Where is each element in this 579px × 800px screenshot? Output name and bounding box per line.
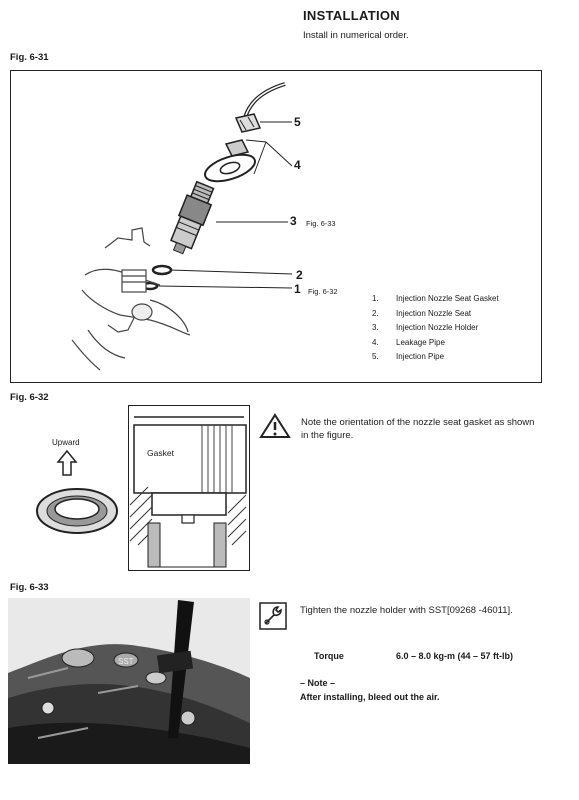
page-subtitle: Install in numerical order.: [303, 30, 409, 41]
legend-text: Injection Pipe: [396, 352, 445, 361]
note-heading: – Note –: [300, 678, 336, 688]
legend-num: 3.: [372, 323, 379, 332]
callout-1: 1: [294, 282, 301, 296]
legend-text: Injection Nozzle Holder: [396, 323, 479, 332]
legend-item: [372, 350, 499, 365]
legend-num: 1.: [372, 294, 379, 303]
legend-item: [372, 292, 499, 307]
injection-pipe-nut: [236, 114, 260, 132]
wrench-tool-icon: [259, 602, 287, 630]
upward-arrow-icon: [58, 451, 76, 475]
seat-gasket-ring: [37, 489, 117, 533]
callout-2: 2: [296, 268, 303, 282]
legend-item: [372, 321, 499, 336]
torque-value: 6.0 – 8.0 kg-m (44 – 57 ft-lb): [396, 651, 514, 661]
cylinder-head-sketch: [72, 228, 190, 370]
callout-1-figref: Fig. 6-32: [308, 287, 338, 296]
fig-6-32-label: Fig. 6-32: [10, 392, 49, 403]
legend-text: Injection Nozzle Seat Gasket: [396, 294, 499, 303]
page-title: INSTALLATION: [303, 8, 400, 23]
gasket-cross-section: [128, 405, 250, 571]
caution-triangle-icon: [259, 413, 291, 439]
bleed-air-note: After installing, bleed out the air.: [300, 692, 440, 702]
sst-tightening-photo: [8, 598, 250, 764]
sst-instruction: Tighten the nozzle holder with SST[09268 -46011].: [300, 605, 513, 616]
gasket-orientation-note: Note the orientation of the nozzle seat gasket as shown in the figure.: [301, 417, 535, 441]
upward-label: Upward: [52, 438, 80, 447]
parts-legend: [372, 292, 499, 365]
legend-item: [372, 336, 499, 351]
leakage-pipe-parts: [202, 140, 258, 186]
nozzle-seat: [153, 266, 171, 274]
callout-4: 4: [294, 158, 301, 172]
nozzle-holder: [166, 180, 217, 256]
legend-num: 5.: [372, 352, 379, 361]
gasket-orientation-figure: [20, 445, 130, 545]
legend-text: Injection Nozzle Seat: [396, 308, 472, 318]
legend-num: 2.: [372, 308, 379, 318]
sst-photo-label: SST: [118, 657, 134, 666]
fig-6-31-label: Fig. 6-31: [10, 52, 49, 63]
torque-label: Torque: [314, 651, 344, 661]
legend-item: [372, 307, 499, 322]
callout-3-figref: Fig. 6-33: [306, 219, 336, 228]
legend-text: Leakage Pipe: [396, 337, 445, 347]
callout-5: 5: [294, 115, 301, 129]
callout-3: 3: [290, 214, 297, 228]
gasket-label: Gasket: [147, 448, 174, 458]
fig-6-33-label: Fig. 6-33: [10, 582, 49, 593]
legend-num: 4.: [372, 337, 379, 347]
